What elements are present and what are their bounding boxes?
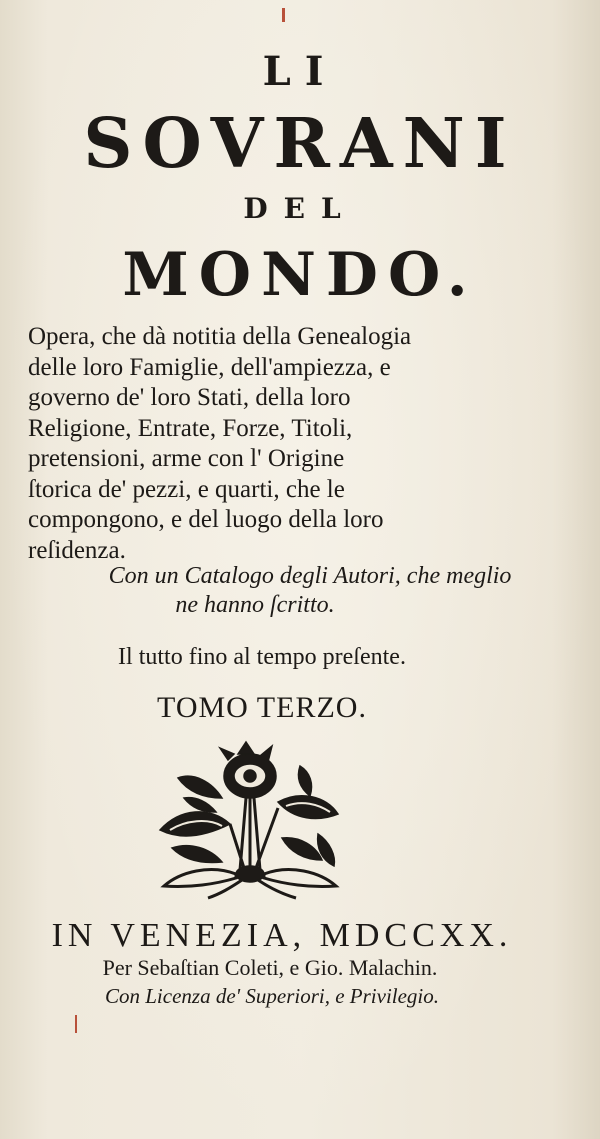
title-del: DEL: [243, 192, 357, 225]
imprint-printers: Per Sebaſtian Coleti, e Gio. Malachin.: [102, 955, 438, 980]
description-line: reſidenza.: [28, 536, 126, 564]
description-line: Opera, che dà notitia della Genealogia: [28, 323, 412, 350]
description-line: ſtorica de' pezzi, e quarti, che le: [28, 475, 345, 503]
description-line: delle loro Famiglie, dell'ampiezza, e: [28, 353, 391, 381]
catalog-line-1: Con un Catalogo degli Autori, che meglio: [108, 563, 512, 589]
description-line: compongono, e del luogo della loro: [28, 506, 384, 533]
title-sovrani: SOVRANI: [83, 104, 517, 184]
description-line: governo de' loro Stati, della loro: [28, 384, 351, 411]
red-ink-mark: [75, 1015, 77, 1033]
title-li: LI: [262, 48, 338, 95]
tutto-line: Il tutto fino al tempo preſente.: [118, 644, 406, 670]
volume-label: TOMO TERZO.: [157, 691, 367, 724]
red-ink-mark: [282, 8, 285, 22]
imprint-license: Con Licenza de' Superiori, e Privilegio.: [104, 984, 440, 1008]
imprint-place-date: IN VENEZIA, MDCCXX.: [51, 917, 513, 954]
title-mondo: MONDO.: [122, 240, 478, 310]
catalog-line-2: ne hanno ſcritto.: [175, 592, 335, 618]
floral-bouquet-icon: [150, 738, 344, 900]
description-paragraph: [28, 322, 498, 566]
description-line: Religione, Entrate, Forze, Titoli,: [28, 414, 353, 442]
description-line: pretensioni, arme con l' Origine: [28, 445, 345, 472]
